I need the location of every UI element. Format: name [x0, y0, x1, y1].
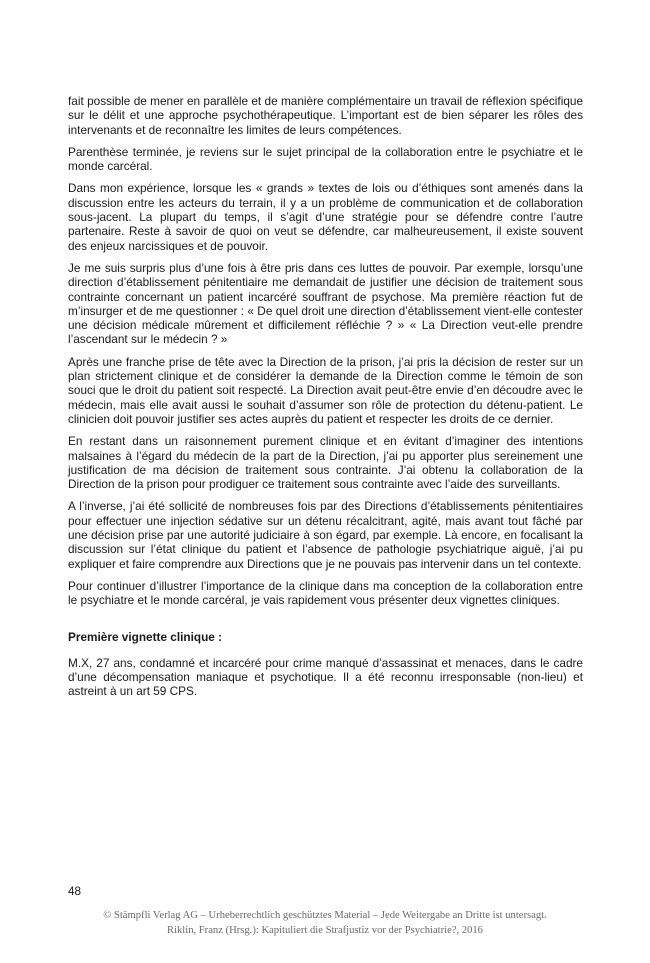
copyright-footer: © Stämpfli Verlag AG – Urheberrechtlich geschütztes Material – Jede Weitergabe an Dritte ist untersagt. — [103, 910, 547, 921]
page-number: 48 — [68, 884, 82, 898]
paragraph-6: En restant dans un raisonnement purement clinique et en évitant d’imaginer des intentions malsaines à l’égard du médecin de la part de la Direction, j’ai pu apporter plus sereinement une justification de ma décision de traitement sous contrainte. J’ai obtenu la collaboration de la Direction de la prison pour prodiguer ce traitement sous contrainte avec l’aide des surveillants. — [68, 434, 583, 492]
paragraph-2: Parenthèse terminée, je reviens sur le sujet principal de la collaboration entre le psychiatre et le monde carcéral. — [68, 144, 583, 174]
paragraph-7: A l’inverse, j’ai été sollicité de nombreuses fois par des Directions d’établissements pénitentiaires pour effectuer une injection sédative sur un détenu récalcitrant, agité, mais avant tout fâché par une décision prise par une autorité judiciaire à son égard, par exemple. Là encore, en focalisant la discussion sur l’état clinique du patient et l’absence de pathologie psychiatrique aiguë, j’ai pu expliquer et faire comprendre aux Directions que je ne pouvais pas intervenir dans un tel contexte. — [68, 499, 583, 571]
section-heading: Première vignette clinique : — [68, 629, 223, 644]
paragraph-5: Après une franche prise de tête avec la Direction de la prison, j’ai pris la décision de rester sur un plan strictement clinique et de considérer la demande de la Direction comme le témoin de son souci que le droit du patient soit respecté. La Direction avait peut-être envie d’en découdre avec le médecin, mais elle avait aussi le souhait d’assumer son rôle de protection du détenu-patient. Le clinicien doit pouvoir justifier ses actes auprès du patient et respecter les droits de ce dernier. — [68, 354, 583, 426]
paragraph-3: Dans mon expérience, lorsque les « grands » textes de lois ou d’éthiques sont amenés dans la discussion entre les acteurs du terrain, il y a un problème de communication et de collaboration sous-jacent. La plupart du temps, il s’agit d’une stratégie pour se défendre contre l’autre partenaire. Reste à savoir de quoi on veut se défendre, car malheureusement, il existe souvent des enjeux narcissiques et de pouvoir. — [68, 181, 583, 253]
body-text — [68, 94, 583, 707]
case-paragraph: M.X, 27 ans, condamné et incarcéré pour crime manqué d’assassinat et menaces, dans le cadre d’une décompensation maniaque et psychotique. Il a été reconnu irresponsable (non-lieu) et astreint à un art 59 CPS. — [68, 655, 583, 699]
paragraph-8: Pour continuer d’illustrer l’importance de la clinique dans ma conception de la collaboration entre le psychiatre et le monde carcéral, je vais rapidement vous présenter deux vignettes cliniques. — [68, 578, 583, 608]
paragraph-4: Je me suis surpris plus d’une fois à être pris dans ces luttes de pouvoir. Par exemple, lorsqu’une direction d’établissement pénitentiaire me demandait de justifier une décision de traitement sous contrainte concernant un patient incarcéré souffrant de psychose. Ma première réaction fut de m’insurger et de me questionner : « De quel droit une direction d’établissement vient-elle contester une décision médicale mûrement et difficilement réfléchie ? » « La Direction veut-elle prendre l’ascendant sur le médecin ? » — [68, 260, 583, 347]
citation-footer: Riklin, Franz (Hrsg.): Kapituliert die Strafjustiz vor der Psychiatrie?, 2016 — [167, 925, 483, 936]
paragraph-1: fait possible de mener en parallèle et de manière complémentaire un travail de réflexion spécifique sur le délit et une approche psychothérapeutique. L’important est de bien séparer les rôles des intervenants et de reconnaître les limites de leurs compétences. — [68, 94, 583, 137]
